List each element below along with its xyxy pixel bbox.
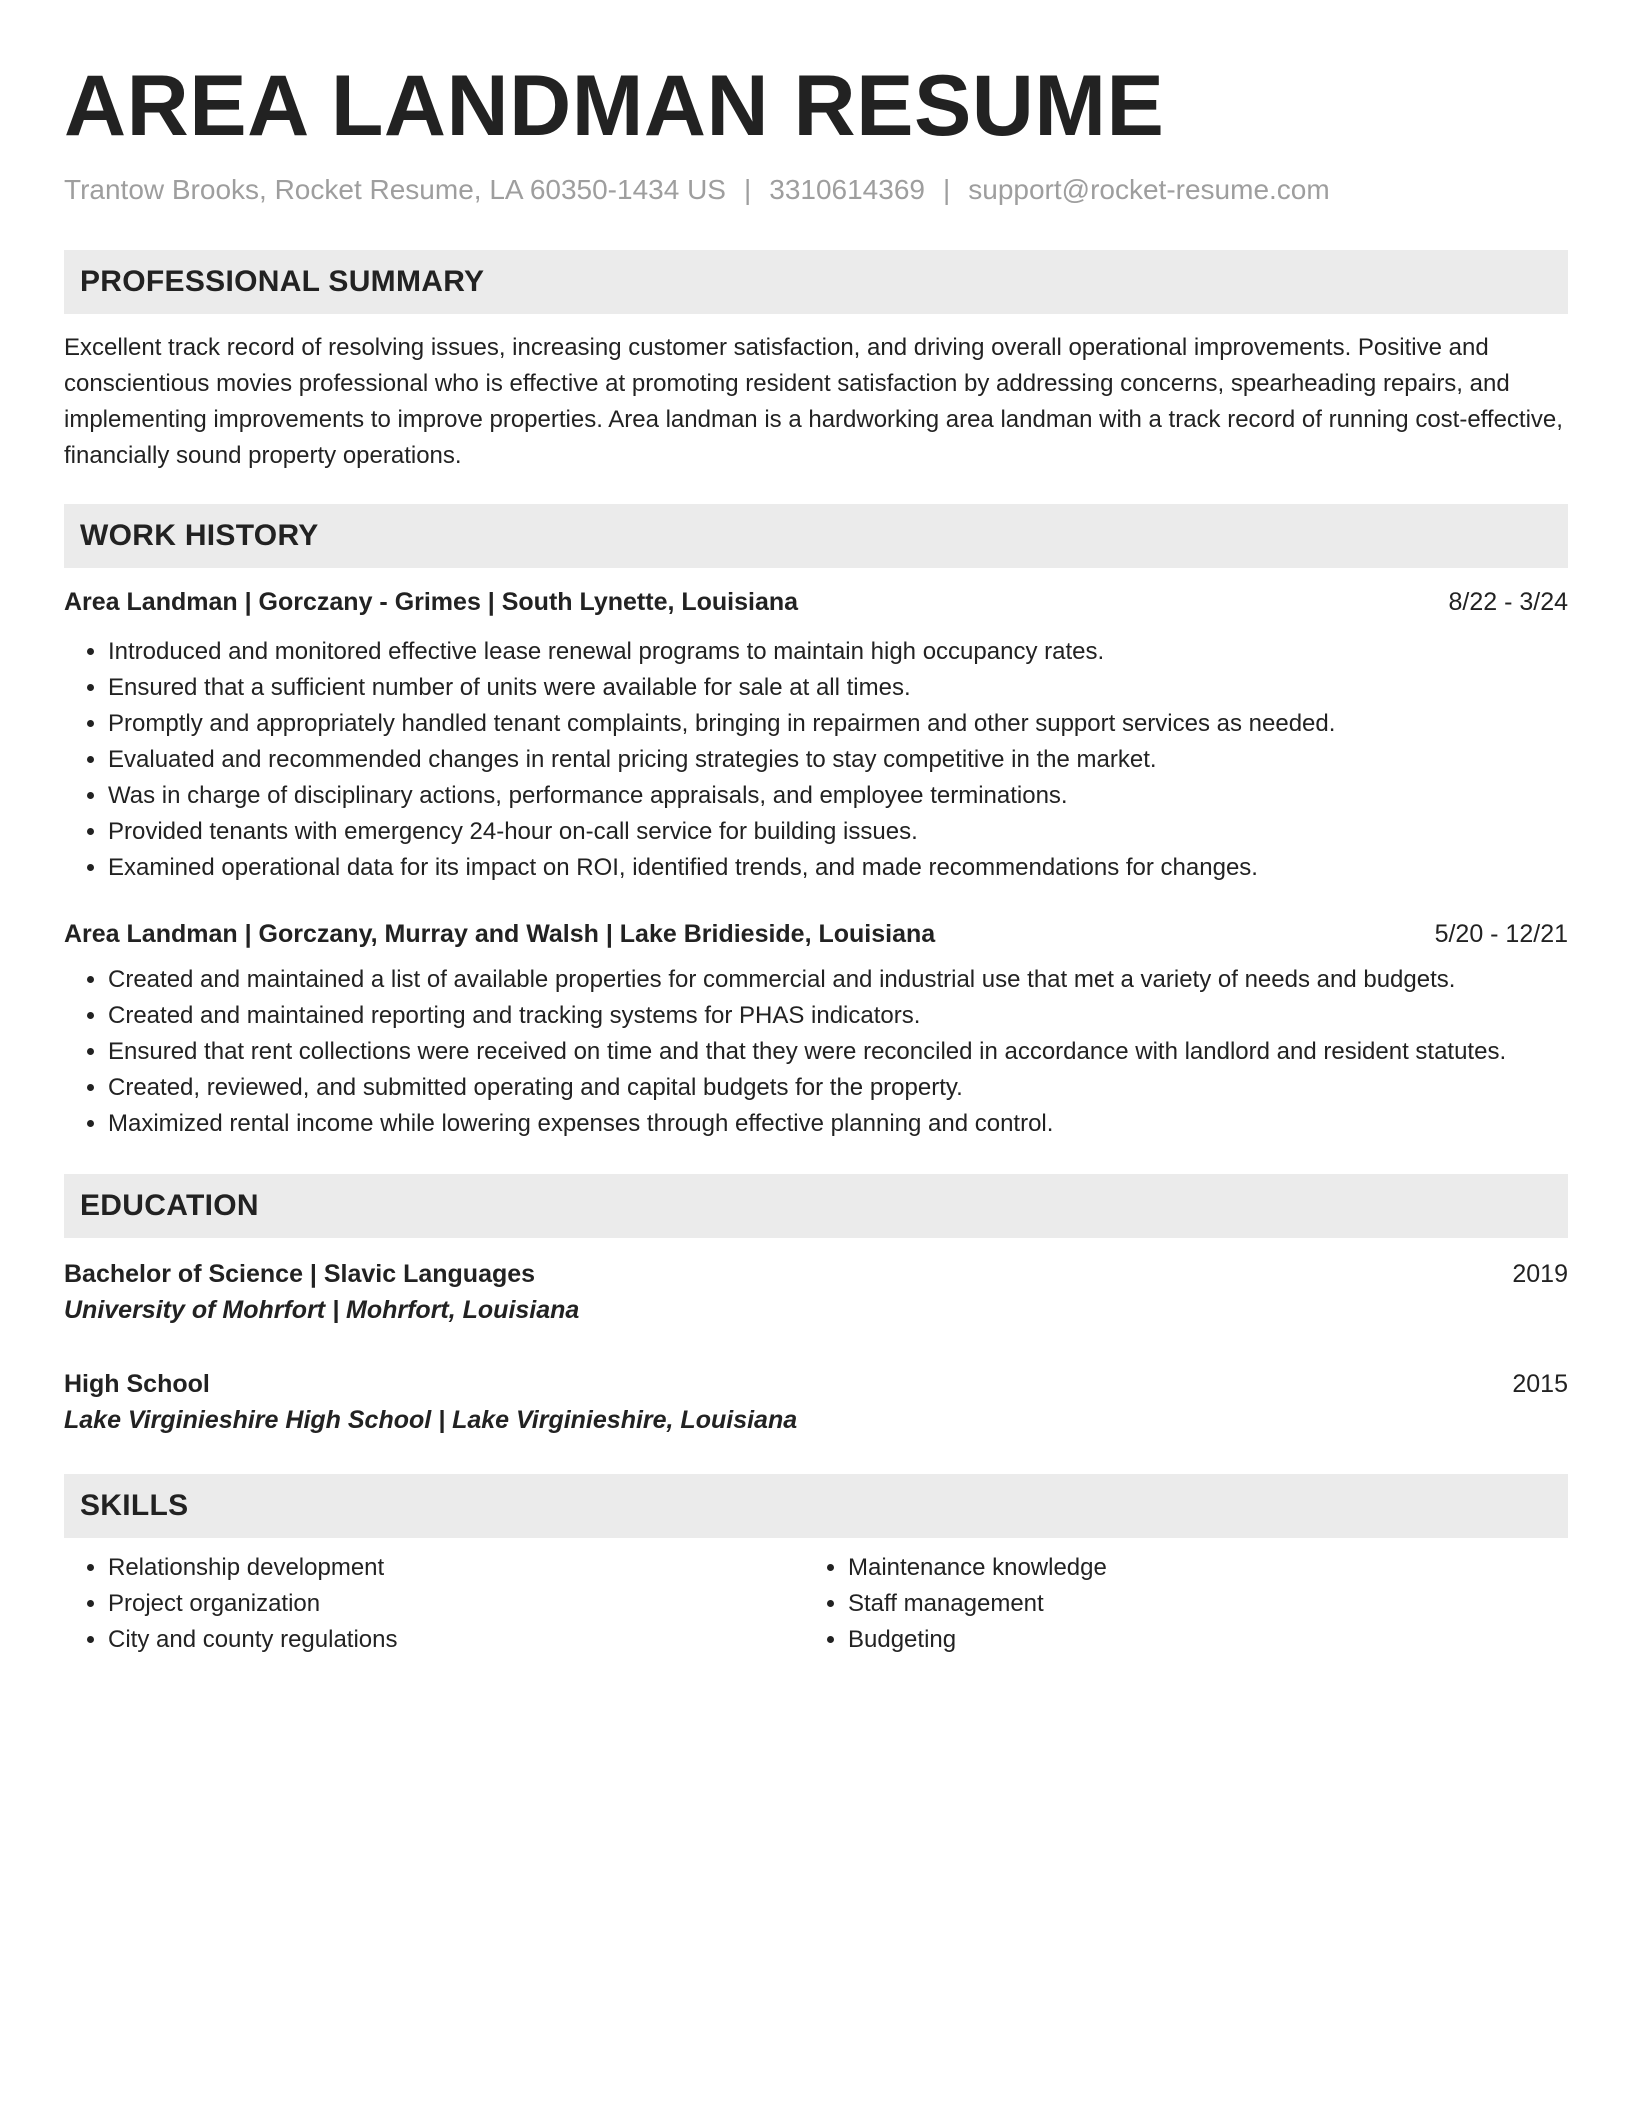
education-year: 2015 (1512, 1370, 1568, 1398)
job-bullet: • Was in charge of disciplinary actions, performance appraisals, and employee terminations. (108, 778, 1568, 814)
contact-line (64, 172, 1568, 208)
job-entry (64, 916, 1568, 1142)
job-bullet: • Ensured that a sufficient number of units were available for sale at all times. (108, 670, 1568, 706)
education-school: University of Mohrfort | Mohrfort, Louisiana (64, 1296, 580, 1324)
contact-separator: | (743, 174, 752, 205)
job-bullet: • Created and maintained a list of available properties for commercial and industrial use that met a variety of needs and budgets. (108, 962, 1568, 998)
job-bullet: • Promptly and appropriately handled tenant complaints, bringing in repairmen and other support services as needed. (108, 706, 1568, 742)
job-dates: 8/22 - 3/24 (1448, 588, 1568, 616)
job-bullets (64, 962, 1568, 1142)
job-bullet: • Examined operational data for its impact on ROI, identified trends, and made recommendations for changes. (108, 850, 1568, 886)
job-bullet: • Provided tenants with emergency 24-hour on-call service for building issues. (108, 814, 1568, 850)
skill-item: • Project organization (108, 1586, 804, 1622)
job-header (64, 584, 1568, 620)
education-degree: Bachelor of Science | Slavic Languages (64, 1260, 536, 1288)
skill-item: • Budgeting (848, 1622, 1544, 1658)
skill-item: • Staff management (848, 1586, 1544, 1622)
skill-item: • Relationship development (108, 1550, 804, 1586)
skills-column-left (64, 1550, 804, 1658)
education-header (64, 1256, 1568, 1292)
education-entry (64, 1256, 1568, 1328)
job-bullet: • Created, reviewed, and submitted operating and capital budgets for the property. (108, 1070, 1568, 1106)
skills-section-header: SKILLS (64, 1474, 1568, 1538)
contact-phone: 3310614369 (769, 174, 925, 205)
skill-item: • City and county regulations (108, 1622, 804, 1658)
education-section-header: EDUCATION (64, 1174, 1568, 1238)
job-bullet: • Maximized rental income while lowering expenses through effective planning and control. (108, 1106, 1568, 1142)
job-title: Area Landman | Gorczany, Murray and Walsh | Lake Bridieside, Louisiana (64, 920, 936, 948)
contact-address: Trantow Brooks, Rocket Resume, LA 60350-1434 US (64, 174, 726, 205)
skills-list (64, 1550, 1568, 1658)
job-bullet: • Created and maintained reporting and tracking systems for PHAS indicators. (108, 998, 1568, 1034)
job-bullets (64, 634, 1568, 886)
job-header (64, 916, 1568, 952)
education-year: 2019 (1512, 1260, 1568, 1288)
education-header (64, 1366, 1568, 1402)
education-entry (64, 1366, 1568, 1438)
education-degree: High School (64, 1370, 210, 1398)
job-entry (64, 584, 1568, 886)
contact-email: support@rocket-resume.com (968, 174, 1330, 205)
skills-column-right (804, 1550, 1544, 1658)
job-bullet: • Ensured that rent collections were received on time and that they were reconciled in accordance with landlord and resident statutes. (108, 1034, 1568, 1070)
summary-text: Excellent track record of resolving issues, increasing customer satisfaction, and driving overall operational improvements. Positive and conscientious movies professional who is effective at promoting resident satisfaction by addressing concerns, spearheading repairs, and implementing improvements to improve properties. Area landman is a hardworking area landman with a track record of running cost-effective, financially sound property operations. (64, 334, 1563, 469)
summary-section-header: PROFESSIONAL SUMMARY (64, 250, 1568, 314)
resume-title: AREA LANDMAN RESUME (64, 58, 1165, 154)
contact-separator: | (942, 174, 951, 205)
work-history-section-header: WORK HISTORY (64, 504, 1568, 568)
job-dates: 5/20 - 12/21 (1434, 920, 1568, 948)
job-bullet: • Evaluated and recommended changes in rental pricing strategies to stay competitive in the market. (108, 742, 1568, 778)
job-bullet: • Introduced and monitored effective lease renewal programs to maintain high occupancy rates. (108, 634, 1568, 670)
skill-item: • Maintenance knowledge (848, 1550, 1544, 1586)
education-school: Lake Virginieshire High School | Lake Virginieshire, Louisiana (64, 1406, 798, 1434)
job-title: Area Landman | Gorczany - Grimes | South Lynette, Louisiana (64, 588, 799, 616)
